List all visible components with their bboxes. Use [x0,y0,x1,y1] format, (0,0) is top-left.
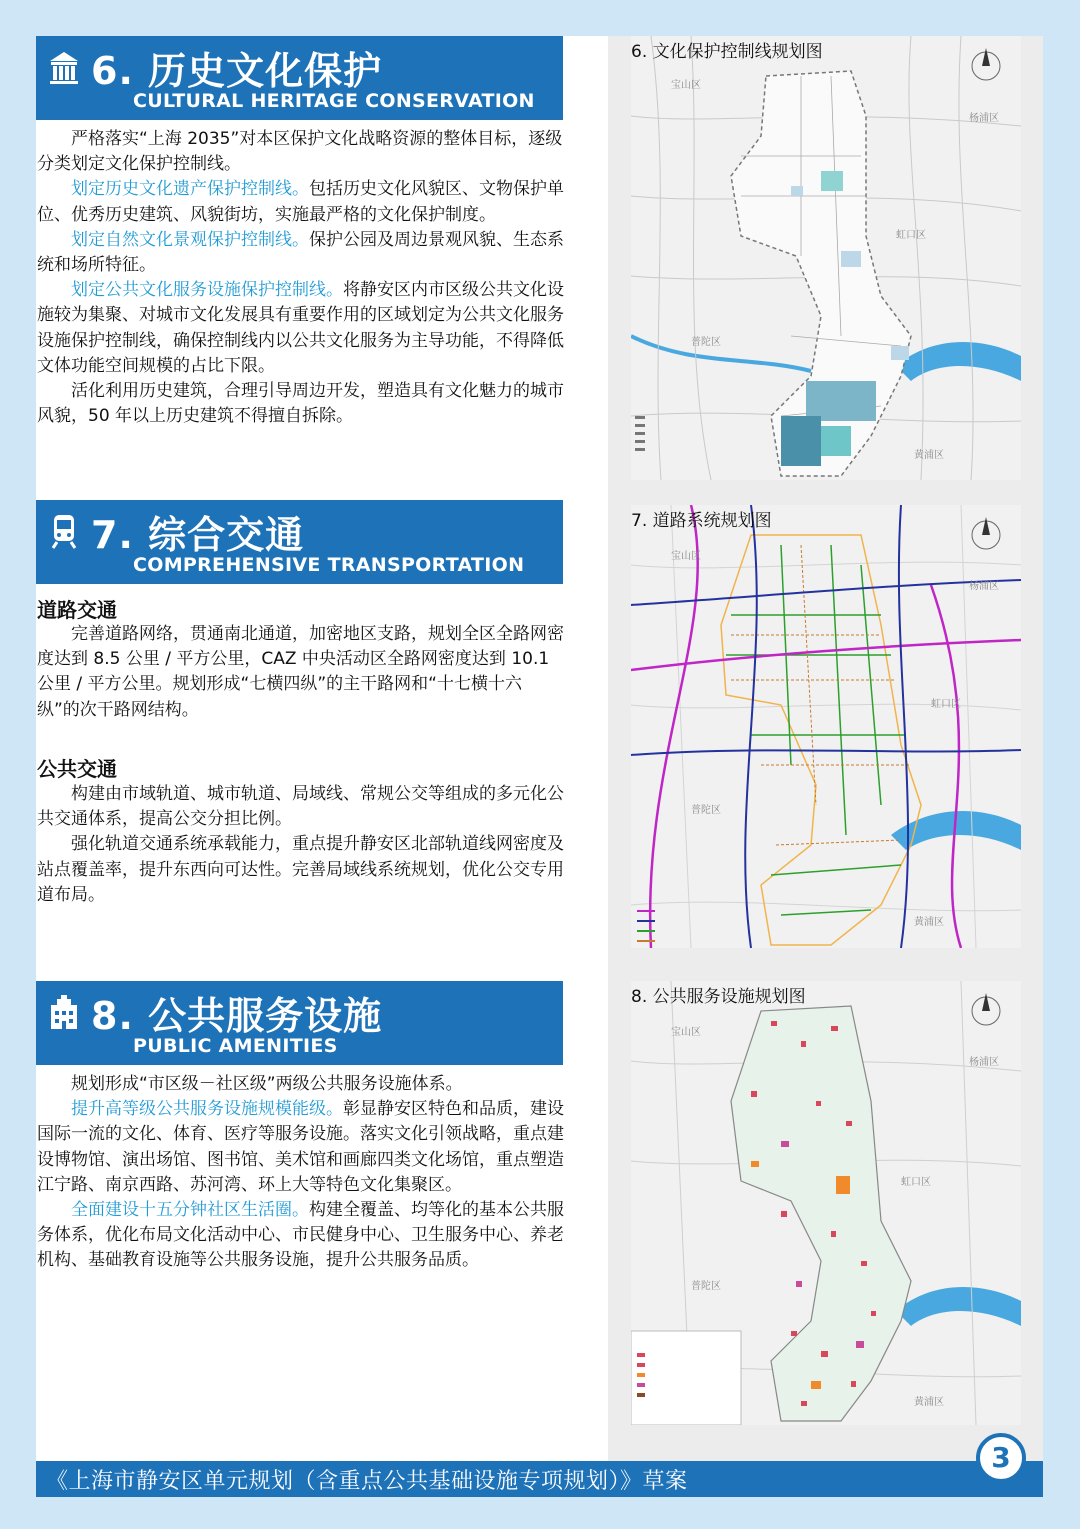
footer-bar [36,1461,1043,1497]
highlight-lead: 提升高等级公共服务设施规模能级。 [71,1099,343,1120]
highlight-lead: 划定自然文化景观保护控制线。 [71,229,309,250]
hospital-icon [48,993,80,1031]
map8-district-putuo: 普陀区 [691,1281,721,1292]
map7-district-baoshan: 宝山区 [671,551,701,562]
map7-district-huangpu: 黄浦区 [914,917,944,928]
section-6-banner [36,36,563,120]
paragraph [37,622,564,723]
paragraph [37,228,564,278]
map7-district-yangpu: 杨浦区 [969,581,999,592]
footer-title: 《上海市静安区单元规划（含重点公共基础设施专项规划）》草案 [46,1469,688,1494]
paragraph-text: 包括历史文化风貌区、文物保护单位、优秀历史建筑、风貌街坊，实施最严格的文化保护制度。 [37,179,564,225]
paragraph-text: 彰显静安区特色和品质，建设国际一流的文化、体育、医疗等服务设施。落实文化引领战略，重点建设博物馆、演出场馆、图书馆、美术馆和画廊四类文化场馆，重点塑造江宁路、南京西路、苏河湾、环上大等特色文化集聚区。 [37,1099,564,1195]
map8-district-hongkou: 虹口区 [901,1177,931,1188]
map-road-system [631,505,1021,948]
paragraph-text: 规划形成“市区级－社区级”两级公共服务设施体系。 [71,1074,463,1094]
paragraph [37,379,564,429]
map-public-amenities [631,981,1021,1425]
section-7-title: 7. 综合交通 [91,513,305,557]
map6-district-yangpu: 杨浦区 [969,113,999,124]
highlight-lead: 划定公共文化服务设施保护控制线。 [71,280,343,301]
paragraph-text: 活化利用历史建筑，合理引导周边开发，塑造具有文化魅力的城市风貌，50 年以上历史建筑不得擅自拆除。 [37,381,564,427]
train-icon [48,512,80,550]
map7-district-hongkou: 虹口区 [931,699,961,710]
map-cultural-protection [631,36,1021,480]
map6-district-putuo: 普陀区 [691,337,721,348]
section-8-body [37,1072,564,1274]
highlight-lead: 全面建设十五分钟社区生活圈。 [71,1200,309,1221]
paragraph-text: 构建全覆盖、均等化的基本公共服务体系，优化布局文化活动中心、市民健身中心、卫生服务中心、养老机构、基础教育设施等公共服务设施，提升公共服务品质。 [37,1200,564,1271]
paragraph-text: 完善道路网络，贯通南北通道，加密地区支路，规划全区全路网密度达到 8.5 公里 / 平方公里，CAZ 中央活动区全路网密度达到 10.1 公里 / 平方公里。规划形成“七横四纵”的主干路网和“十七横十六纵”的次干路网结构。 [37,624,564,720]
paragraph [37,1097,564,1198]
section-8-subtitle: PUBLIC AMENITIES [133,1035,338,1057]
section-6-body [37,127,564,429]
section-8-banner [36,981,563,1065]
map8-district-huangpu: 黄浦区 [914,1397,944,1408]
paragraph-text: 强化轨道交通系统承载能力，重点提升静安区北部轨道线网密度及站点覆盖率，提升东西向可达性。完善局域线系统规划，优化公交专用道布局。 [37,834,564,905]
map8-district-yangpu: 杨浦区 [969,1057,999,1068]
map7-district-putuo: 普陀区 [691,805,721,816]
building-columns-icon [48,48,80,86]
section-6-title: 6. 历史文化保护 [91,49,383,93]
map-6-title: 6. 文化保护控制线规划图 [631,42,823,62]
paragraph-text: 保护公园及周边景观风貌、生态系统和场所特征。 [37,229,564,276]
map-7-title: 7. 道路系统规划图 [631,511,772,531]
map6-district-baoshan: 宝山区 [671,80,701,91]
section-6-subtitle: CULTURAL HERITAGE CONSERVATION [133,90,535,112]
paragraph [37,278,564,379]
paragraph [37,1072,564,1097]
paragraph [37,782,564,832]
paragraph [37,832,564,908]
paragraph [37,127,564,177]
map6-district-hongkou: 虹口区 [896,230,926,241]
section-8-title: 8. 公共服务设施 [91,994,383,1038]
paragraph-text: 严格落实“上海 2035”对本区保护文化战略资源的整体目标，逐级分类划定文化保护控制线。 [37,129,563,175]
road-traffic-heading: 道路交通 [37,598,117,622]
public-transit-heading: 公共交通 [37,757,117,781]
paragraph [37,177,564,227]
section-7-banner [36,500,563,584]
paragraph-text: 构建由市域轨道、城市轨道、局域线、常规公交等组成的多元化公共交通体系，提高公交分担比例。 [37,784,564,830]
map6-district-huangpu: 黄浦区 [914,450,944,461]
highlight-lead: 划定历史文化遗产保护控制线。 [71,179,309,200]
paragraph [37,1198,564,1274]
paragraph-text: 将静安区内市区级公共文化设施较为集聚、对城市文化发展具有重要作用的区域划定为公共文化服务设施保护控制线，确保控制线内以公共文化服务为主导功能，不得降低文体功能空间规模的占比下限。 [37,280,564,376]
page-number: 3 [976,1433,1026,1483]
map-8-title: 8. 公共服务设施规划图 [631,987,806,1007]
map8-district-baoshan: 宝山区 [671,1027,701,1038]
public-transit-body [37,782,564,908]
road-traffic-body [37,622,564,723]
section-7-subtitle: COMPREHENSIVE TRANSPORTATION [133,554,525,576]
